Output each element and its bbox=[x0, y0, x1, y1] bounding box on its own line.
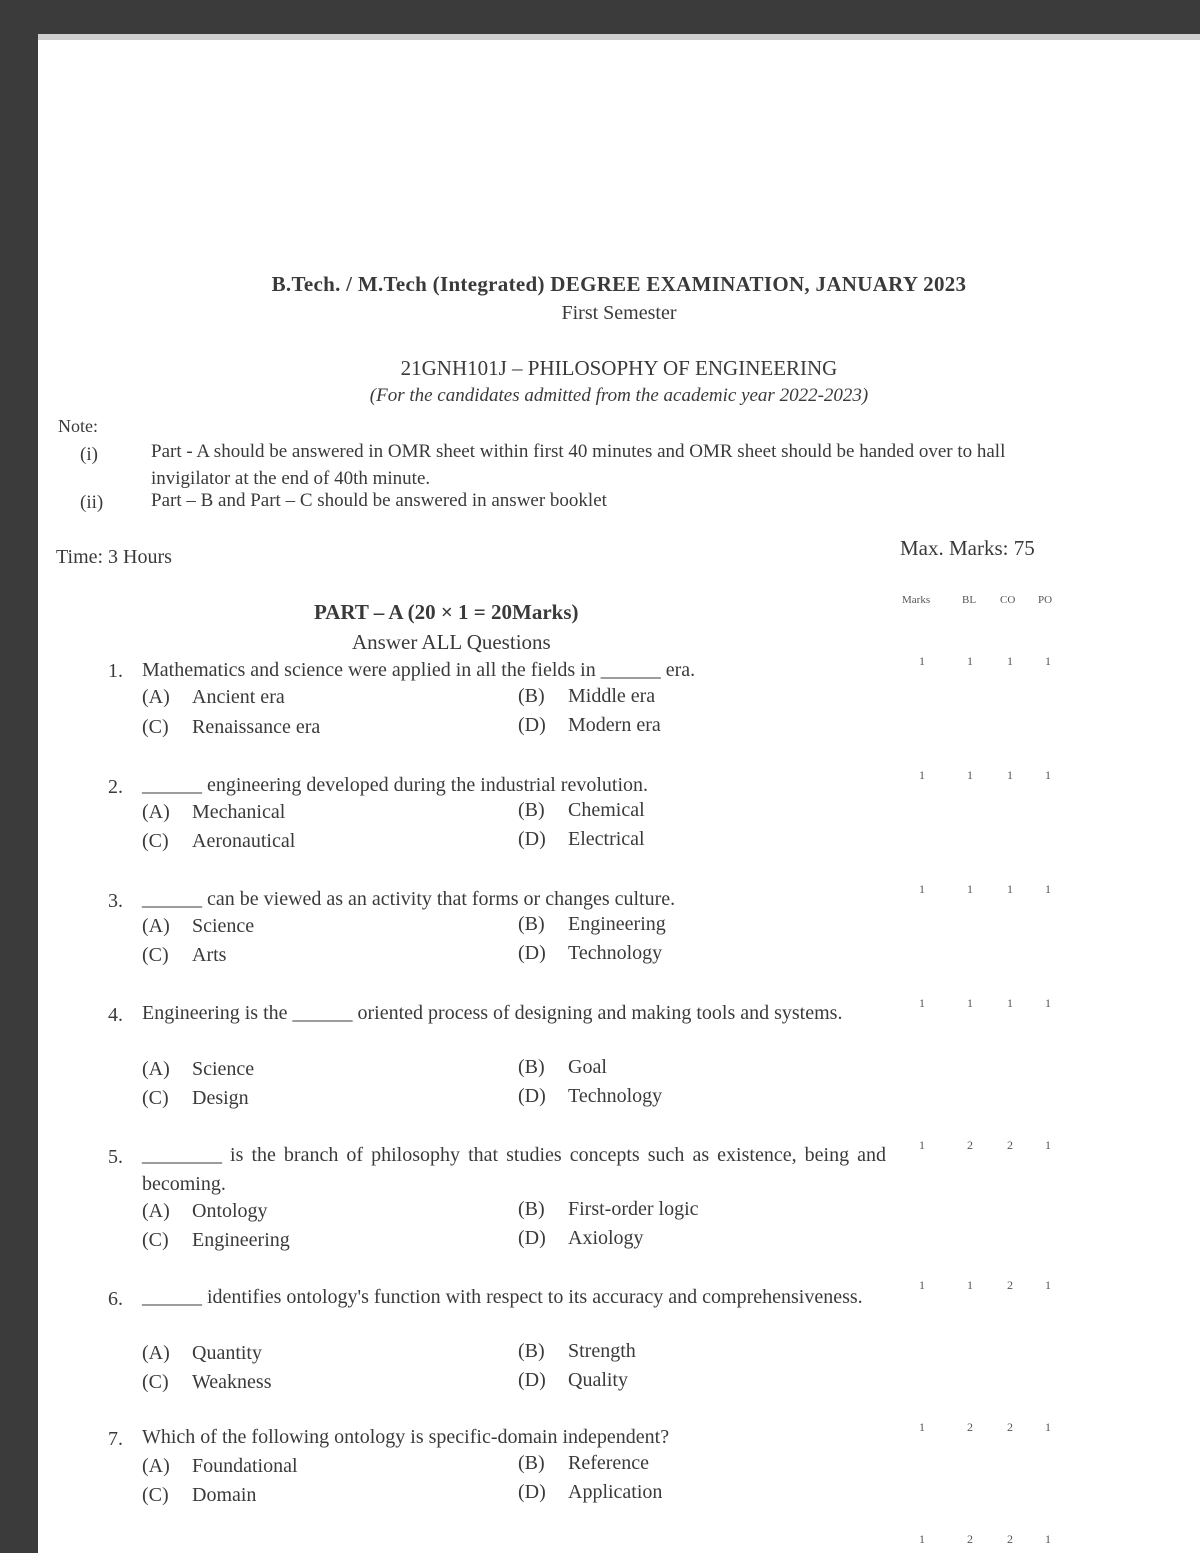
semester: First Semester bbox=[561, 302, 677, 324]
column-header-marks: Marks bbox=[902, 594, 931, 606]
score-bl: 1 bbox=[967, 882, 973, 896]
score-po: 1 bbox=[1045, 1420, 1051, 1434]
score-bl: 1 bbox=[967, 654, 973, 668]
note-number: (ii) bbox=[80, 492, 104, 513]
score-bl: 1 bbox=[967, 996, 973, 1010]
part-a-instruction: Answer ALL Questions bbox=[352, 630, 551, 654]
option-c: (C) Renaissance era bbox=[142, 716, 321, 738]
option-a: (A) Science bbox=[142, 1058, 255, 1080]
question-text: Engineering is the ______ oriented process of designing and making tools and systems. bbox=[142, 1002, 843, 1024]
note-text: Part - A should be answered in OMR sheet within first 40 minutes and OMR sheet should be handed over to hall invigilator at the end of 40th minute. bbox=[151, 441, 1006, 489]
option-a: (A) Ontology bbox=[142, 1200, 268, 1222]
score-co: 2 bbox=[1007, 1532, 1013, 1546]
question-number: 1. bbox=[108, 660, 123, 682]
score-co: 2 bbox=[1007, 1420, 1013, 1434]
option-c: (C) Engineering bbox=[142, 1229, 290, 1251]
question-text: ______ engineering developed during the industrial revolution. bbox=[142, 774, 648, 796]
scan-border-top bbox=[0, 0, 1200, 34]
note-heading: Note: bbox=[58, 416, 98, 436]
score-marks: 1 bbox=[919, 996, 925, 1010]
option-b: (B) Middle era bbox=[518, 685, 656, 707]
score-bl: 2 bbox=[967, 1138, 973, 1152]
option-d: (D) Application bbox=[518, 1481, 663, 1503]
option-b: (B) First-order logic bbox=[518, 1198, 699, 1220]
score-co: 1 bbox=[1007, 996, 1013, 1010]
option-a: (A) Foundational bbox=[142, 1455, 298, 1477]
score-marks: 1 bbox=[919, 1138, 925, 1152]
score-bl: 2 bbox=[967, 1532, 973, 1546]
question-text: Which of the following ontology is specific-domain independent? bbox=[142, 1426, 670, 1448]
score-po: 1 bbox=[1045, 1278, 1051, 1292]
question-number: 2. bbox=[108, 776, 123, 798]
column-header-co: CO bbox=[1000, 594, 1016, 606]
column-header-bl: BL bbox=[962, 594, 977, 606]
option-b: (B) Strength bbox=[518, 1340, 636, 1362]
option-b: (B) Engineering bbox=[518, 913, 666, 935]
question-number: 4. bbox=[108, 1004, 123, 1026]
note-number: (i) bbox=[80, 444, 98, 465]
option-a: (A) Quantity bbox=[142, 1342, 262, 1364]
score-co: 2 bbox=[1007, 1138, 1013, 1152]
scan-border-left bbox=[0, 0, 38, 1553]
exam-time: Time: 3 Hours bbox=[56, 546, 172, 568]
option-d: (D) Technology bbox=[518, 1085, 663, 1107]
option-c: (C) Aeronautical bbox=[142, 830, 296, 852]
question-number: 5. bbox=[108, 1146, 123, 1168]
option-d: (D) Electrical bbox=[518, 828, 645, 850]
part-a-title: PART – A (20 × 1 = 20Marks) bbox=[314, 600, 579, 624]
question-number: 3. bbox=[108, 890, 123, 912]
note-text: Part – B and Part – C should be answered in answer booklet bbox=[151, 490, 607, 511]
admission-note: (For the candidates admitted from the academic year 2022-2023) bbox=[369, 385, 869, 406]
question-text: ______ identifies ontology's function with respect to its accuracy and comprehensiveness. bbox=[142, 1286, 863, 1308]
max-marks: Max. Marks: 75 bbox=[900, 536, 1035, 560]
score-po: 1 bbox=[1045, 654, 1051, 668]
score-marks: 1 bbox=[919, 1278, 925, 1292]
score-co: 1 bbox=[1007, 882, 1013, 896]
question-number: 7. bbox=[108, 1428, 123, 1450]
score-co: 1 bbox=[1007, 768, 1013, 782]
option-c: (C) Arts bbox=[142, 944, 227, 966]
score-co: 1 bbox=[1007, 654, 1013, 668]
score-po: 1 bbox=[1045, 1532, 1051, 1546]
option-b: (B) Chemical bbox=[518, 799, 645, 821]
score-bl: 2 bbox=[967, 1420, 973, 1434]
score-po: 1 bbox=[1045, 996, 1051, 1010]
score-marks: 1 bbox=[919, 768, 925, 782]
subject-title: 21GNH101J – PHILOSOPHY OF ENGINEERING bbox=[400, 356, 838, 380]
score-po: 1 bbox=[1045, 882, 1051, 896]
option-b: (B) Reference bbox=[518, 1452, 650, 1474]
score-marks: 1 bbox=[919, 654, 925, 668]
exam-title: B.Tech. / M.Tech (Integrated) DEGREE EXAMINATION, JANUARY 2023 bbox=[271, 272, 967, 296]
score-bl: 1 bbox=[967, 1278, 973, 1292]
question-text: ________ is the branch of philosophy that studies concepts such as existence, being and becoming. bbox=[142, 1144, 886, 1195]
option-a: (A) Ancient era bbox=[142, 686, 285, 708]
option-c: (C) Weakness bbox=[142, 1371, 272, 1393]
score-po: 1 bbox=[1045, 768, 1051, 782]
question-number: 6. bbox=[108, 1288, 123, 1310]
score-co: 2 bbox=[1007, 1278, 1013, 1292]
score-marks: 1 bbox=[919, 882, 925, 896]
score-marks: 1 bbox=[919, 1420, 925, 1434]
option-c: (C) Domain bbox=[142, 1484, 257, 1506]
option-d: (D) Axiology bbox=[518, 1227, 644, 1249]
exam-page bbox=[38, 40, 1200, 1553]
option-d: (D) Quality bbox=[518, 1369, 628, 1391]
question-text: ______ can be viewed as an activity that forms or changes culture. bbox=[142, 888, 676, 910]
option-c: (C) Design bbox=[142, 1087, 249, 1109]
question-text: Mathematics and science were applied in all the fields in ______ era. bbox=[142, 659, 696, 681]
score-po: 1 bbox=[1045, 1138, 1051, 1152]
option-d: (D) Technology bbox=[518, 942, 663, 964]
option-a: (A) Science bbox=[142, 915, 255, 937]
option-d: (D) Modern era bbox=[518, 714, 661, 736]
score-marks: 1 bbox=[919, 1532, 925, 1546]
option-b: (B) Goal bbox=[518, 1056, 607, 1078]
column-header-po: PO bbox=[1038, 594, 1053, 606]
score-bl: 1 bbox=[967, 768, 973, 782]
option-a: (A) Mechanical bbox=[142, 801, 286, 823]
